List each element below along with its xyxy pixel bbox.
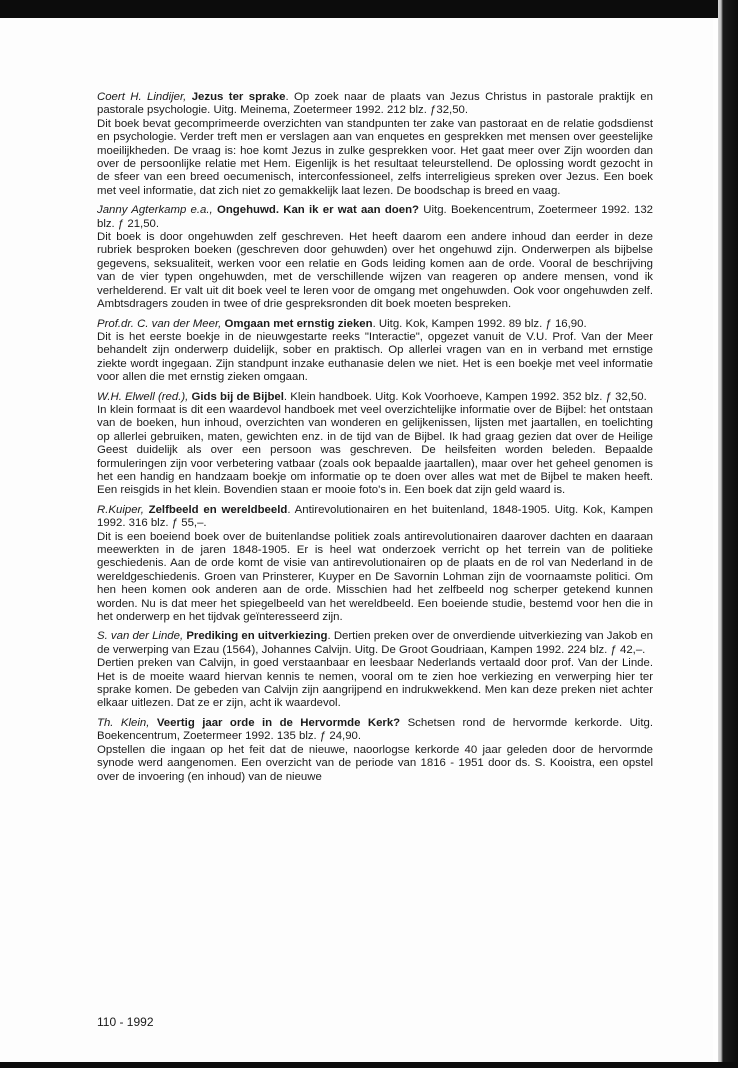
scan-border-top [0, 0, 738, 18]
entry-description: In klein formaat is dit een waardevol handboek met veel overzichtelijke informatie over de Bijbel: het ontstaan van de boeken, hun inhoud, overzichten van wonderen en gelijkenissen, lijsten met jaartallen, en toelichting op allerlei gebruiken, maten, gewichten enz. in de tijd van de Bijbel. Ik had graag gezien dat over de Heilige Geest duidelijk als over een persoon was geschreven. De heilsfeiten worden beleden. Bepaalde formuleringen zijn voor verbetering vatbaar (zoals ook bepaalde jaartallen), maar over het geheel genomen is het een handig en handzaam boekje om informatie op te doen over alles wat met de Bijbel te maken heeft. Een reisgids in het klein. Bovendien staan er mooie foto's in. Een boek dat zijn geld waard is. [97, 403, 653, 497]
review-entry [97, 204, 653, 311]
entry-publication: . Dertien preken over de onverdiende uitverkiezing van Jakob en de verwerping van Ezau (1564), Johannes Calvijn. Uitg. De Groot Goudriaan, Kampen 1992. 224 blz. ƒ 42,–. [97, 630, 653, 656]
entry-title: Prediking en uitverkiezing [186, 630, 328, 643]
entry-title: Veertig jaar orde in de Hervormde Kerk? [156, 716, 401, 729]
entry-publication: . Klein handboek. Uitg. Kok Voorhoeve, Kampen 1992. 352 blz. ƒ 32,50. [283, 390, 647, 403]
entry-heading [97, 391, 653, 404]
entry-title: Omgaan met ernstig zieken [224, 317, 373, 330]
review-column [97, 91, 653, 790]
entry-publication: . Antirevolutionairen en het buitenland, 1848-1905. Uitg. Kok, Kampen 1992. 316 blz. ƒ 55,–. [97, 503, 653, 530]
book-review-page [0, 18, 713, 1062]
entry-description: Dit is een boeiend boek over de buitenlandse politiek zoals antirevolutionairen daarover dachten en daaraan meewerkten in de jaren 1848-1905. Er is heel wat onderzoek verricht op het terrein van de politieke geschiedenis. Aan de orde komt de visie van antirevolutionairen op de plaats en de rol van Nederland in de wereldgeschiedenis. Groen van Prinsterer, Kuyper en De Savornin Lohman zijn de voornaamste politici. Om hen heen komen ook anderen aan de orde. Misschien had het zelfbeeld nog scherper getekend kunnen worden. Nu is dat meer het spiegelbeeld van het wereldbeeld. Een boeiende studie, bestemd voor hen die in het onderwerp en het tijdvak geïnteresseerd zijn. [97, 530, 653, 624]
entry-description: Dit boek bevat gecomprimeerde overzichten van standpunten ter zake van pastoraat en de relatie godsdienst en psychologie. Verder treft men er verslagen aan van enquetes en gesprekken met mensen over geestelijke moeilijkheden. De vraag is: hoe komt Jezus in zulke gesprekken voor. Het gaat meer over Zijn woorden dan over de persoonlijke relatie met Hem. Eigenlijk is het resultaat teleurstellend. De oplossing wordt gezocht in de sfeer van een breed oecumenisch, interconfessioneel, zelfs interreligieus spreken over Jezus. Een boek met veel informatie, dat zich niet zo gemakkelijk laat lezen. De boodschap is breed en vaag. [97, 117, 653, 197]
review-entry [97, 318, 653, 385]
entry-heading [97, 91, 653, 118]
entry-description: Dit is het eerste boekje in de nieuwgestarte reeks "Interactie", opgezet vanuit de V.U. Prof. Van der Meer behandelt zijn onderwerp duidelijk, sober en praktisch. Op allerlei vragen van en in verband met ernstige ziekte wordt ingegaan. Zijn standpunt inzake euthanasie delen we niet. Het is een boekje met veel informatie voor allen die met ernstig zieken omgaan. [97, 330, 653, 384]
entry-publication: . Uitg. Kok, Kampen 1992. 89 blz. ƒ 16,90. [372, 317, 587, 330]
page-number: 110 - 1992 [97, 1015, 154, 1029]
review-entry [97, 630, 653, 710]
entry-description: Dit boek is door ongehuwden zelf geschreven. Het heeft daarom een andere inhoud dan eerder in deze rubriek besproken boeken (geschreven door gehuwden) over het ongehuwd zijn. Onderwerpen als bijbelse gegevens, seksualiteit, werken voor een relatie en Gods leiding komen aan de orde. Vooral de beschrijving van de vier typen ongehuwden, met de verschillende wijzen van reageren op andere mensen, vond ik verhelderend. Er valt uit dit boek veel te leren voor de omgang met ongehuwden. Ook voor ongehuwden zelf. Ambtsdragers zouden in twee of drie gespreksronden dit boek moeten bespreken. [97, 231, 653, 311]
scan-border-right [718, 0, 738, 1068]
entry-title: Gids bij de Bijbel [191, 390, 284, 403]
entry-heading [97, 504, 653, 531]
entry-title: Jezus ter sprake [191, 91, 286, 103]
entry-publication: Uitg. Boekencentrum, Zoetermeer 1992. 132 blz. ƒ 21,50. [97, 204, 654, 230]
entry-author: W.H. Elwell (red.), [97, 390, 189, 403]
entry-publication: Schetsen rond de hervormde kerkorde. Uitg. Boekencentrum, Zoetermeer 1992. 135 blz. ƒ 24,90. [97, 716, 653, 743]
review-entry [97, 504, 653, 625]
entry-author: Coert H. Lindijer, [97, 91, 187, 103]
entry-heading [97, 318, 653, 331]
entry-description: Opstellen die ingaan op het feit dat de nieuwe, naoorlogse kerkorde 40 jaar geleden door de hervormde synode werd aangenomen. Een overzicht van de periode van 1816 - 1951 door ds. S. Kooistra, een opstel over de invoering (en inhoud) van de nieuwe [97, 743, 653, 783]
entry-title: Ongehuwd. Kan ik er wat aan doen? [216, 204, 420, 217]
entry-heading [97, 717, 653, 744]
review-entry [97, 717, 653, 784]
entry-heading [97, 204, 653, 231]
review-entry [97, 91, 653, 198]
entry-publication: . Op zoek naar de plaats van Jezus Christus in pastorale praktijk en pastorale psychologie. Uitg. Meinema, Zoetermeer 1992. 212 blz. ƒ32,50. [97, 91, 653, 117]
entry-heading [97, 630, 653, 657]
entry-author: S. van der Linde, [97, 630, 184, 643]
entry-author: Janny Agterkamp e.a., [97, 204, 213, 217]
scan-border-bottom [0, 1062, 738, 1068]
entry-author: R.Kuiper, [97, 503, 144, 516]
entry-author: Th. Klein, [97, 716, 150, 729]
entry-title: Zelfbeeld en wereldbeeld [148, 503, 288, 516]
entry-author: Prof.dr. C. van der Meer, [97, 317, 222, 330]
entry-description: Dertien preken van Calvijn, in goed verstaanbaar en leesbaar Nederlands vertaald door prof. Van der Linde. Het is de moeite waard hiervan kennis te nemen, vooral om te zien hoe verkiezing en verwerping hier ter sprake komen. De gebeden van Calvijn zijn aangrijpend en indrukwekkend. Men kan deze preken niet achter elkaar uitlezen. Dat ze er zijn, acht ik waardevol. [97, 657, 653, 710]
review-entry [97, 391, 653, 498]
